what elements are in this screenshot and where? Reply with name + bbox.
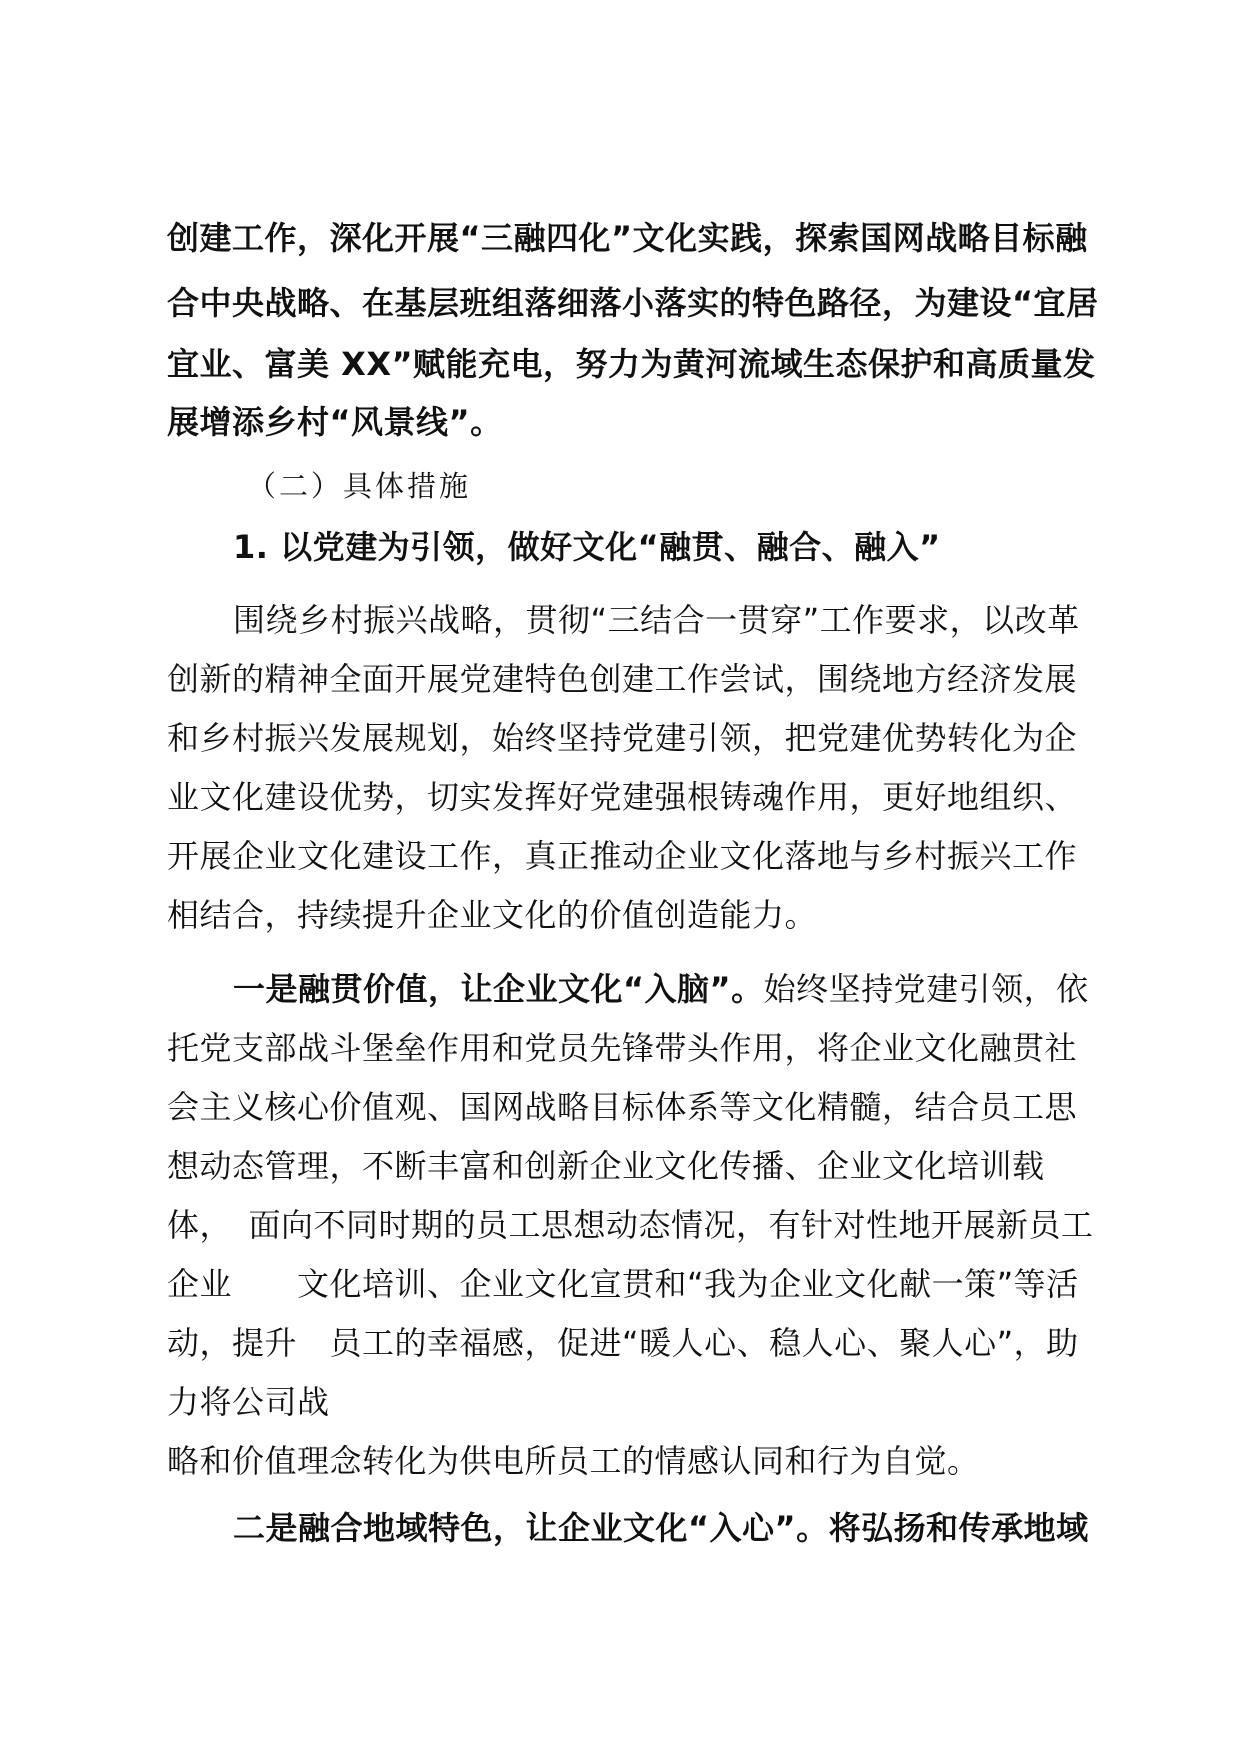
point2-first-rest: 将弘扬和传承地域 [828, 1509, 1089, 1547]
point1-line-9: 略和价值理念转化为供电所员工的情感认同和行为自觉。 [167, 1442, 980, 1480]
point1-first-rest: 始终坚持党建引领，依 [763, 970, 1089, 1008]
intro-line-4: 展增添乡村“风景线”。 [167, 403, 503, 441]
item1-line-5: 开展企业文化建设工作，真正推动企业文化落地与乡村振兴工作 [167, 837, 1078, 875]
point1-line-4: 想动态管理，不断丰富和创新企业文化传播、企业文化培训载 [167, 1147, 1045, 1185]
point2-lead: 二是融合地域特色，让企业文化“入心”。 [233, 1509, 829, 1547]
section-heading: （二）具体措施 [247, 469, 472, 503]
item1-line-4: 业文化建设优势，切实发挥好党建强根铸魂作用，更好地组织、 [167, 778, 1078, 816]
point1-lead: 一是融贯价值，让企业文化“入脑”。 [233, 970, 764, 1008]
point1-line-1 [233, 965, 1153, 1013]
item1-line-2: 创新的精神全面开展党建特色创建工作尝试，围绕地方经济发展 [167, 660, 1078, 698]
point1-line-5: 体， 面向不同时期的员工思想动态情况，有针对性地开展新员工 [167, 1206, 1094, 1244]
point1-line-3: 会主义核心价值观、国网战略目标体系等文化精髓，结合员工思 [167, 1088, 1078, 1126]
point2-line-1 [233, 1504, 1153, 1552]
point1-line-2: 托党支部战斗堡垒作用和党员先锋带头作用，将企业文化融贯社 [167, 1029, 1078, 1067]
item1-line-6: 相结合，持续提升企业文化的价值创造能力。 [167, 896, 818, 934]
point1-line-7: 动，提升 员工的幸福感，促进“暖人心、稳人心、聚人心”，助 [167, 1324, 1079, 1362]
intro-line-1: 创建工作，深化开展“三融四化”文化实践，探索国网战略目标融 [167, 219, 1088, 257]
item1-line-3: 和乡村振兴发展规划，始终坚持党建引领，把党建优势转化为企 [167, 719, 1078, 757]
item1-heading: 1. 以党建为引领，做好文化“融贯、融合、融入” [233, 528, 941, 566]
intro-line-2: 合中央战略、在基层班组落细落小落实的特色路径，为建设“宜居 [167, 284, 1099, 322]
item1-line-1: 围绕乡村振兴战略，贯彻“三结合一贯穿”工作要求，以改革 [233, 601, 1080, 639]
point1-line-6: 企业 文化培训、企业文化宣贯和“我为企业文化献一策”等活 [167, 1265, 1079, 1303]
point1-line-8: 力将公司战 [167, 1383, 330, 1421]
intro-line-3: 宜业、富美 XX”赋能充电，努力为黄河流域生态保护和高质量发 [167, 345, 1096, 383]
